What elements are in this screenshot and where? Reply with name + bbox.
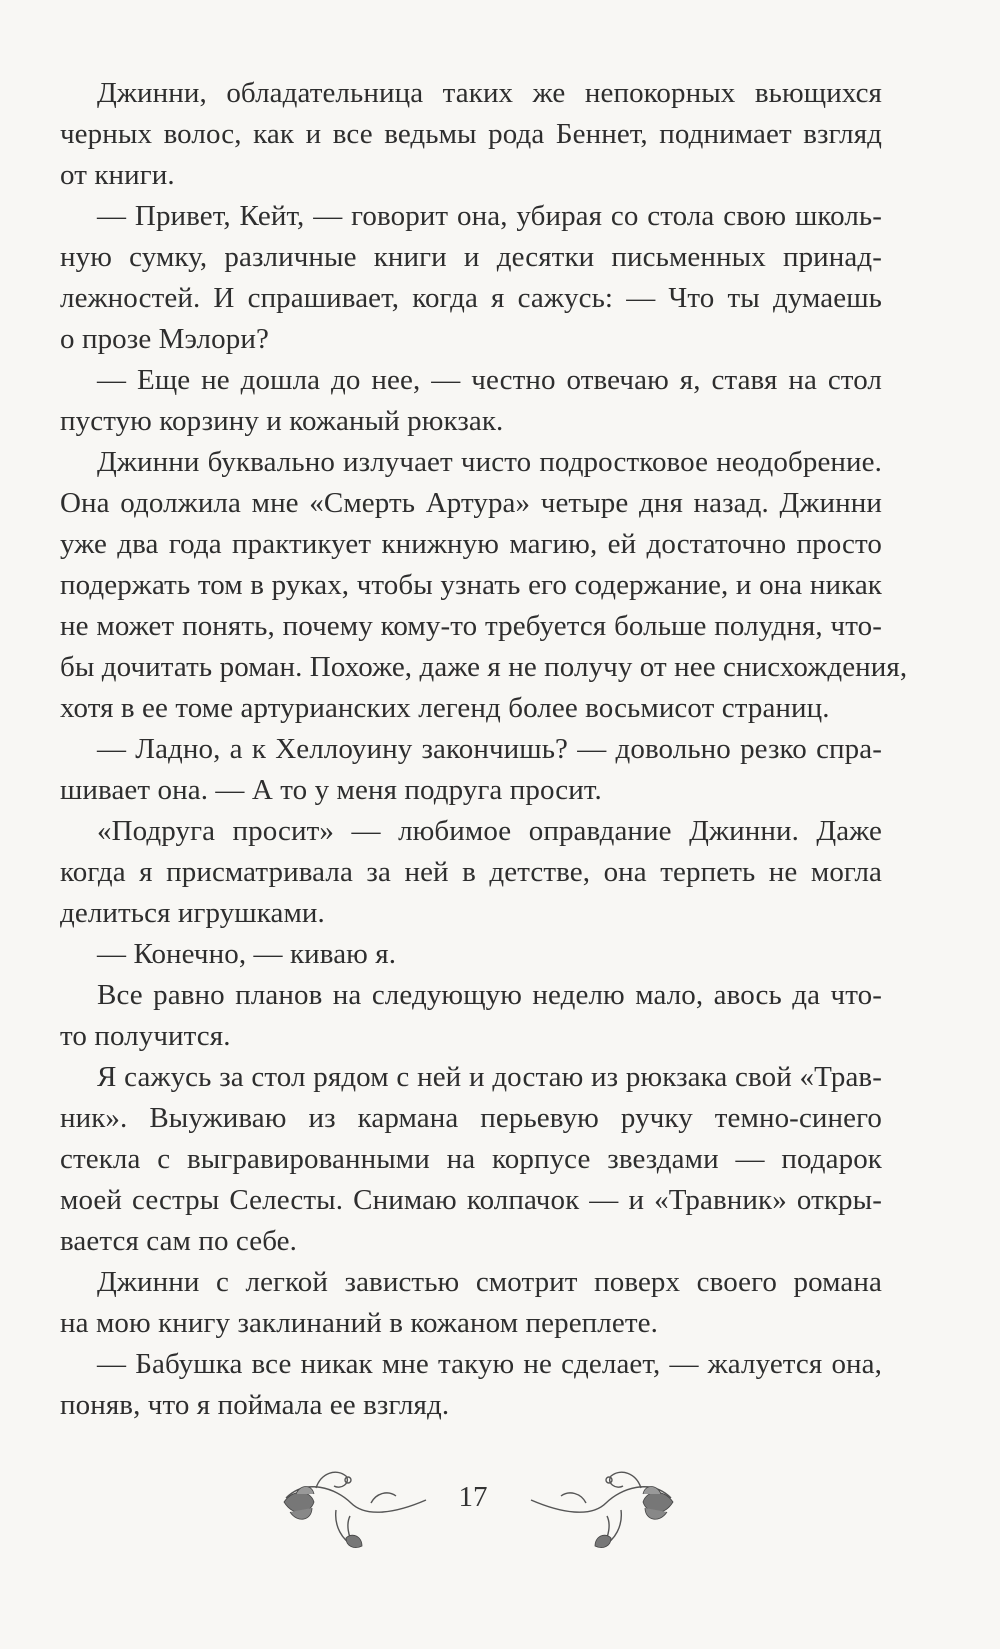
text-line: — Конечно, — киваю я. [97,938,397,970]
text-line: ник». Выуживаю из кармана перьевую ручку темно-синего [60,1102,882,1134]
page-number: 17 [458,1481,488,1513]
text-line: о прозе Мэлори? [60,323,269,355]
text-line: Джинни буквально излучает чисто подростковое неодобрение. [97,446,882,478]
text-line: — Бабушка все никак мне такую не сделает, — жалуется она, [97,1348,882,1380]
text-line: не может понять, почему кому-то требуется больше полудня, что- [60,610,882,642]
text-line: хотя в ее томе артурианских легенд более восьмисот страниц. [60,692,830,724]
text-line: — Ладно, а к Хеллоуину закончишь? — довольно резко спра- [97,733,882,765]
text-line: когда я присматривала за ней в детстве, она терпеть не могла [60,856,882,888]
text-line: подержать том в руках, чтобы узнать его содержание, и она никак [60,569,882,601]
text-line: «Подруга просит» — любимое оправдание Джинни. Даже [97,815,882,847]
text-line: бы дочитать роман. Похоже, даже я не получу от нее снисхождения, [60,651,908,683]
text-line: вается сам по себе. [60,1225,298,1257]
page-footer [0,1455,1000,1555]
text-line: от книги. [60,159,175,191]
text-line: ную сумку, различные книги и десятки письменных принад- [60,241,882,273]
text-line: Все равно планов на следующую неделю мало, авось да что- [97,979,882,1011]
text-line: то получится. [60,1020,231,1052]
floral-ornament-left-icon [276,1458,436,1553]
text-line: черных волос, как и все ведьмы рода Беннет, поднимает взгляд [60,118,882,150]
text-line: поняв, что я поймала ее взгляд. [60,1389,450,1421]
text-line: стекла с выгравированными на корпусе звездами — подарок [60,1143,882,1175]
text-line: пустую корзину и кожаный рюкзак. [60,405,504,437]
text-line: на мою книгу заклинаний в кожаном переплете. [60,1307,658,1339]
text-line: Джинни с легкой завистью смотрит поверх своего романа [97,1266,882,1298]
text-line: шивает она. — А то у меня подруга просит. [60,774,602,806]
text-line: — Еще не дошла до нее, — честно отвечаю я, ставя на стол [97,364,882,396]
text-line: — Привет, Кейт, — говорит она, убирая со стола свою школь- [97,200,882,232]
text-line: Она одолжила мне «Смерть Артура» четыре дня назад. Джинни [60,487,882,519]
floral-ornament-right-icon [521,1458,681,1553]
text-line: делиться игрушками. [60,897,325,929]
text-line: лежностей. И спрашивает, когда я сажусь: — Что ты думаешь [60,282,882,314]
text-line: Джинни, обладательница таких же непокорных вьющихся [97,77,882,109]
text-line: Я сажусь за стол рядом с ней и достаю из рюкзака свой «Трав- [97,1061,882,1093]
text-line: уже два года практикует книжную магию, ей достаточно просто [60,528,882,560]
text-line: моей сестры Селесты. Снимаю колпачок — и «Травник» откры- [60,1184,882,1216]
